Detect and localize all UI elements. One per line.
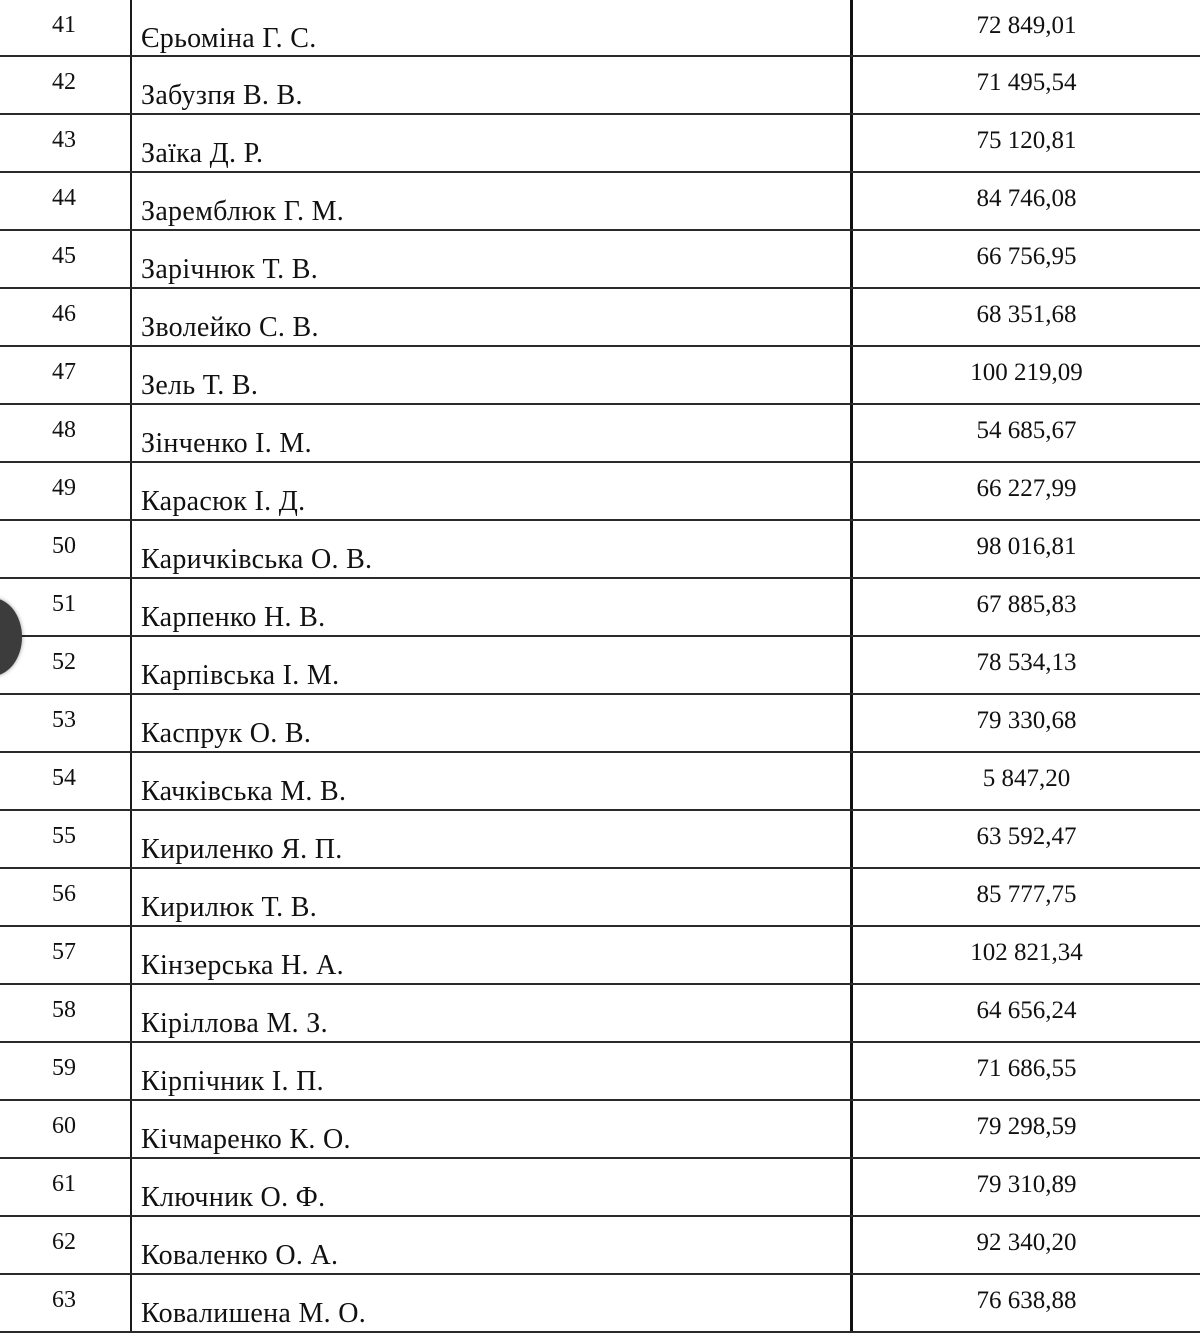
name-cell — [132, 753, 853, 809]
row-number-cell — [0, 521, 132, 577]
table-row — [0, 985, 1200, 1043]
row-number: 57 — [52, 939, 76, 965]
amount-value: 78 534,13 — [976, 649, 1077, 676]
amount-cell — [853, 1275, 1200, 1331]
person-name: Кірпічник І. П. — [141, 1066, 324, 1097]
table-row — [0, 463, 1200, 521]
amount-cell — [853, 173, 1200, 229]
table-row — [0, 1043, 1200, 1101]
table-row — [0, 637, 1200, 695]
amount-cell — [853, 637, 1200, 693]
row-number: 45 — [52, 243, 76, 269]
amount-value: 79 298,59 — [976, 1113, 1077, 1140]
person-name: Заїка Д. Р. — [141, 138, 264, 169]
person-name: Кириленко Я. П. — [141, 834, 343, 865]
table-row — [0, 1159, 1200, 1217]
person-name: Ключник О. Ф. — [141, 1182, 326, 1213]
row-number: 61 — [52, 1171, 76, 1197]
person-name: Каспрук О. В. — [141, 718, 312, 749]
name-cell — [132, 521, 853, 577]
amount-value: 68 351,68 — [976, 301, 1077, 328]
table-row — [0, 405, 1200, 463]
person-name: Зель Т. В. — [141, 370, 259, 401]
table-row — [0, 1101, 1200, 1159]
amount-cell — [853, 405, 1200, 461]
amount-value: 64 656,24 — [976, 997, 1077, 1024]
amount-cell — [853, 57, 1200, 113]
amount-cell — [853, 115, 1200, 171]
row-number-cell — [0, 695, 132, 751]
table-row — [0, 695, 1200, 753]
name-cell — [132, 289, 853, 345]
table-row — [0, 579, 1200, 637]
row-number: 59 — [52, 1055, 76, 1081]
name-cell — [132, 927, 853, 983]
amount-cell — [853, 1217, 1200, 1273]
name-cell — [132, 1275, 853, 1331]
table-row — [0, 521, 1200, 579]
row-number: 56 — [52, 881, 76, 907]
table-row — [0, 57, 1200, 115]
amount-value: 5 847,20 — [982, 765, 1071, 792]
row-number: 60 — [52, 1113, 76, 1139]
row-number-cell — [0, 1043, 132, 1099]
row-number-cell — [0, 753, 132, 809]
amount-value: 71 495,54 — [976, 69, 1077, 96]
name-cell — [132, 695, 853, 751]
person-name: Ковалишена М. О. — [141, 1298, 367, 1329]
amount-value: 72 849,01 — [976, 12, 1077, 39]
person-name: Забузпя В. В. — [141, 80, 303, 111]
name-cell — [132, 637, 853, 693]
row-number-cell — [0, 985, 132, 1041]
amount-value: 66 227,99 — [976, 475, 1077, 502]
amount-value: 54 685,67 — [976, 417, 1077, 444]
person-name: Кіріллова М. З. — [141, 1008, 328, 1039]
amount-value: 79 310,89 — [976, 1171, 1077, 1198]
row-number: 54 — [52, 765, 76, 791]
table-row — [0, 1217, 1200, 1275]
row-number-cell — [0, 405, 132, 461]
row-number: 62 — [52, 1229, 76, 1255]
row-number: 49 — [52, 475, 76, 501]
row-number-cell — [0, 173, 132, 229]
name-cell — [132, 0, 853, 55]
row-number-cell — [0, 231, 132, 287]
amount-cell — [853, 1101, 1200, 1157]
row-number-cell — [0, 289, 132, 345]
person-name: Кирилюк Т. В. — [141, 892, 318, 923]
amount-value: 102 821,34 — [970, 939, 1083, 966]
name-cell — [132, 1217, 853, 1273]
amount-cell — [853, 463, 1200, 519]
name-cell — [132, 231, 853, 287]
amount-value: 98 016,81 — [976, 533, 1077, 560]
row-number-cell — [0, 57, 132, 113]
person-name: Каричківська О. В. — [141, 544, 373, 575]
name-cell — [132, 1159, 853, 1215]
person-name: Заремблюк Г. М. — [141, 196, 345, 227]
person-name: Карпівська І. М. — [141, 660, 340, 691]
row-number-cell — [0, 811, 132, 867]
row-number-cell — [0, 1159, 132, 1215]
row-number-cell — [0, 927, 132, 983]
row-number: 51 — [52, 591, 76, 617]
amount-cell — [853, 231, 1200, 287]
name-cell — [132, 985, 853, 1041]
amount-value: 84 746,08 — [976, 185, 1077, 212]
row-number: 48 — [52, 417, 76, 443]
row-number: 43 — [52, 127, 76, 153]
amount-value: 75 120,81 — [976, 127, 1077, 154]
amount-cell — [853, 927, 1200, 983]
amount-cell — [853, 521, 1200, 577]
amount-cell — [853, 869, 1200, 925]
person-name: Зінченко І. М. — [141, 428, 312, 459]
row-number-cell — [0, 1101, 132, 1157]
person-name: Зволейко С. В. — [141, 312, 319, 343]
amount-value: 76 638,88 — [976, 1287, 1077, 1314]
amount-value: 100 219,09 — [970, 359, 1083, 386]
row-number-cell — [0, 869, 132, 925]
amount-value: 92 340,20 — [976, 1229, 1077, 1256]
table-row — [0, 0, 1200, 57]
person-name: Качківська М. В. — [141, 776, 347, 807]
row-number-cell — [0, 1275, 132, 1331]
table-row — [0, 115, 1200, 173]
table-row — [0, 869, 1200, 927]
name-cell — [132, 1101, 853, 1157]
row-number: 55 — [52, 823, 76, 849]
name-cell — [132, 579, 853, 635]
row-number: 63 — [52, 1287, 76, 1313]
person-name: Коваленко О. А. — [141, 1240, 339, 1271]
row-number-cell — [0, 0, 132, 55]
name-cell — [132, 1043, 853, 1099]
table-row — [0, 231, 1200, 289]
table-row — [0, 753, 1200, 811]
person-name: Зарічнюк Т. В. — [141, 254, 318, 285]
row-number: 53 — [52, 707, 76, 733]
row-number: 52 — [52, 649, 76, 675]
person-name: Кінзерська Н. А. — [141, 950, 344, 981]
name-cell — [132, 173, 853, 229]
row-number-cell — [0, 347, 132, 403]
person-name: Єрьоміна Г. С. — [141, 23, 317, 54]
name-cell — [132, 115, 853, 171]
amount-value: 63 592,47 — [976, 823, 1077, 850]
amount-value: 67 885,83 — [976, 591, 1077, 618]
table-row — [0, 811, 1200, 869]
table-row — [0, 173, 1200, 231]
row-number: 47 — [52, 359, 76, 385]
amount-cell — [853, 0, 1200, 55]
name-cell — [132, 869, 853, 925]
row-number: 41 — [52, 12, 76, 38]
amount-value: 66 756,95 — [976, 243, 1077, 270]
amount-cell — [853, 347, 1200, 403]
amount-value: 79 330,68 — [976, 707, 1077, 734]
amount-cell — [853, 695, 1200, 751]
table-row — [0, 347, 1200, 405]
amount-cell — [853, 811, 1200, 867]
amount-cell — [853, 1043, 1200, 1099]
amount-cell — [853, 753, 1200, 809]
name-cell — [132, 405, 853, 461]
name-cell — [132, 811, 853, 867]
row-number: 42 — [52, 69, 76, 95]
name-cell — [132, 57, 853, 113]
amount-cell — [853, 579, 1200, 635]
person-name: Кічмаренко К. О. — [141, 1124, 351, 1155]
row-number-cell — [0, 115, 132, 171]
amount-value: 85 777,75 — [976, 881, 1077, 908]
row-number: 50 — [52, 533, 76, 559]
amount-value: 71 686,55 — [976, 1055, 1077, 1082]
table-row — [0, 1275, 1200, 1333]
name-cell — [132, 347, 853, 403]
table-row — [0, 289, 1200, 347]
row-number: 58 — [52, 997, 76, 1023]
amount-cell — [853, 985, 1200, 1041]
person-name: Карасюк І. Д. — [141, 486, 306, 517]
row-number-cell — [0, 1217, 132, 1273]
table-row — [0, 927, 1200, 985]
amount-cell — [853, 1159, 1200, 1215]
row-number: 46 — [52, 301, 76, 327]
person-name: Карпенко Н. В. — [141, 602, 326, 633]
name-cell — [132, 463, 853, 519]
amount-cell — [853, 289, 1200, 345]
row-number-cell — [0, 463, 132, 519]
row-number: 44 — [52, 185, 76, 211]
